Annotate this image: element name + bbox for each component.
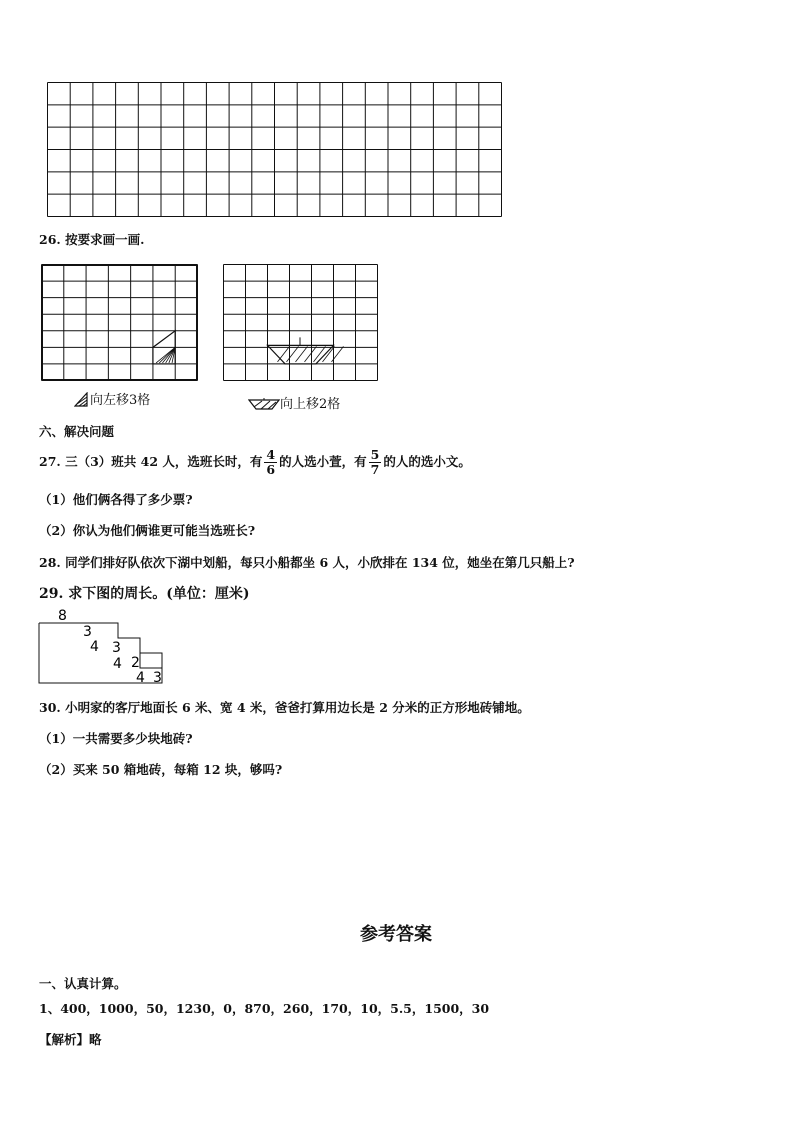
q27-text-b: 的人选小萱，有 bbox=[279, 454, 367, 469]
q27-text-c: 的人的选小文。 bbox=[383, 454, 471, 469]
q27-question bbox=[39, 442, 471, 482]
q26-right-caption bbox=[248, 393, 340, 412]
triangle-flag-icon bbox=[74, 392, 90, 407]
boat-hatch bbox=[323, 346, 335, 362]
boat-hatch bbox=[287, 346, 299, 362]
q29-question: 29. 求下图的周长。(单位：厘米) bbox=[39, 586, 250, 602]
grid-frame bbox=[43, 266, 197, 380]
frac1-den: 6 bbox=[266, 462, 276, 477]
answer-1: 1、400，1000，50，1230，0，870，260，170，10，5.5，1500，30 bbox=[39, 1001, 490, 1016]
label-step2: 3 bbox=[112, 640, 121, 656]
section6-title: 六、解决问题 bbox=[39, 424, 115, 439]
right-caption-text: 向上移2格 bbox=[280, 397, 341, 412]
label-step1: 3 bbox=[83, 624, 92, 640]
q27-sub1: （1）他们俩各得了多少票? bbox=[39, 492, 193, 507]
q30-sub2: （2）买来 50 箱地砖，每箱 12 块，够吗? bbox=[39, 762, 283, 777]
q27-sub2: （2）你认为他们俩谁更可能当选班长? bbox=[39, 523, 256, 538]
fraction-5-7 bbox=[369, 448, 382, 477]
label-step3: 2 bbox=[131, 655, 140, 671]
boat-hatch bbox=[305, 346, 317, 362]
q26-left-caption bbox=[74, 389, 150, 408]
q30-question: 30. 小明家的客厅地面长 6 米、宽 4 米，爸爸打算用边长是 2 分米的正方形地砖铺地。 bbox=[39, 700, 530, 715]
boat-shape-icon bbox=[248, 398, 280, 410]
answer-analysis: 【解析】略 bbox=[39, 1032, 102, 1047]
frac1-num: 4 bbox=[266, 447, 276, 462]
label-top: 8 bbox=[58, 608, 67, 624]
staircase-figure bbox=[36, 606, 166, 686]
fraction-4-6 bbox=[264, 448, 277, 477]
q30-sub1: （1）一共需要多少块地砖? bbox=[39, 731, 193, 746]
q28-question: 28. 同学们排好队依次下湖中划船，每只小船都坐 6 人，小欣排在 134 位，她坐在第几只船上? bbox=[39, 555, 575, 570]
label-tread2: 4 bbox=[113, 656, 122, 672]
left-caption-text: 向左移3格 bbox=[90, 393, 151, 408]
frac2-den: 7 bbox=[370, 462, 380, 477]
q26-prompt: 26. 按要求画一画. bbox=[39, 232, 145, 247]
blank-grid bbox=[47, 82, 503, 218]
label-tread1: 4 bbox=[90, 639, 99, 655]
q26-left-grid bbox=[41, 264, 199, 382]
label-tread3: 4 bbox=[136, 670, 145, 686]
q26-right-grid bbox=[223, 264, 379, 382]
label-step4: 3 bbox=[153, 670, 162, 686]
answers-title: 参考答案 bbox=[360, 924, 432, 945]
staircase-lower-steps bbox=[140, 653, 162, 668]
frac2-num: 5 bbox=[370, 447, 380, 462]
boat-hatch bbox=[278, 346, 290, 362]
boat-hatch bbox=[296, 346, 308, 362]
q27-text-a: 27. 三（3）班共 42 人，选班长时，有 bbox=[39, 454, 263, 469]
answers-section1: 一、认真计算。 bbox=[39, 976, 127, 991]
